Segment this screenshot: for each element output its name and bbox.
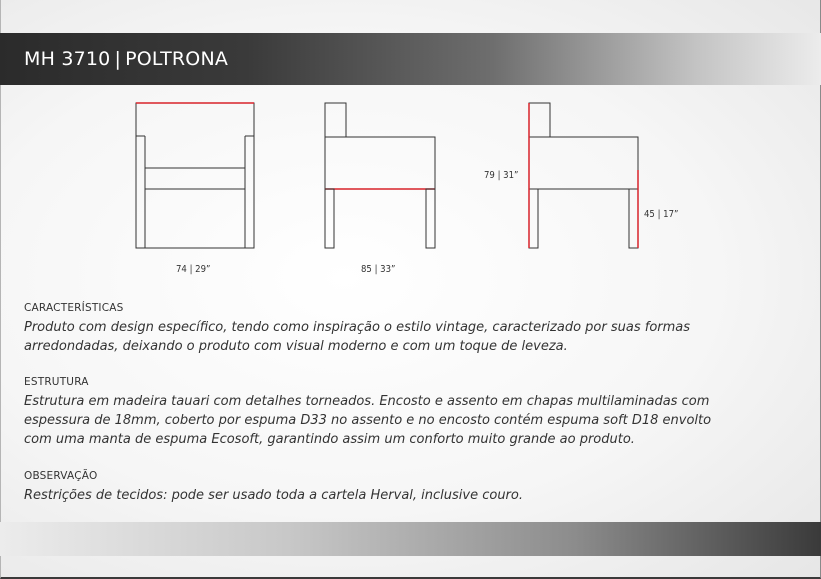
front-view-drawing — [136, 103, 254, 248]
product-name: POLTRONA — [125, 48, 229, 70]
section-caracteristicas — [24, 302, 724, 356]
section-body: Produto com design específico, tendo como inspiração o estilo vintage, caracterizado por suas formas arredondadas, deixando o produto com visual moderno e com um toque de leveza. — [24, 320, 691, 354]
section-estrutura — [24, 376, 724, 449]
front-dimension-label: 74 | 29” — [176, 264, 211, 275]
profile-leg-front — [529, 189, 538, 248]
profile-backrest — [529, 103, 550, 137]
profile-leg-back — [629, 189, 638, 248]
profile-view-drawing — [529, 103, 638, 248]
side-backrest — [325, 103, 346, 137]
profile-total-height-label: 79 | 31” — [484, 170, 519, 181]
page-title — [24, 48, 228, 70]
profile-seat-height-label: 45 | 17” — [644, 209, 679, 220]
section-heading: OBSERVAÇÃO — [24, 470, 98, 482]
side-view-drawing — [325, 103, 435, 248]
front-outline — [136, 103, 254, 248]
front-seat — [145, 168, 245, 189]
section-body: Estrutura em madeira tauari com detalhes torneados. Encosto e assento em chapas multilaminadas com espessura de 18mm, coberto por espuma D33 no assento e no encosto contém espuma soft D18 envolto com uma manta de espuma Ecosoft, garantindo assim um conforto muito grande ao produto. — [24, 394, 712, 447]
section-heading: ESTRUTURA — [24, 376, 89, 388]
footer-bar — [0, 522, 821, 556]
section-body: Restrições de tecidos: pode ser usado toda a cartela Herval, inclusive couro. — [24, 488, 523, 503]
section-observacao — [24, 470, 724, 505]
section-heading: CARACTERÍSTICAS — [24, 302, 124, 314]
side-dimension-label: 85 | 33” — [361, 264, 396, 275]
title-separator: | — [114, 48, 122, 70]
profile-body — [529, 137, 638, 189]
side-leg-back — [426, 189, 435, 248]
product-code: MH 3710 — [24, 48, 111, 70]
technical-drawings — [0, 90, 821, 290]
side-leg-front — [325, 189, 334, 248]
side-body — [325, 137, 435, 189]
